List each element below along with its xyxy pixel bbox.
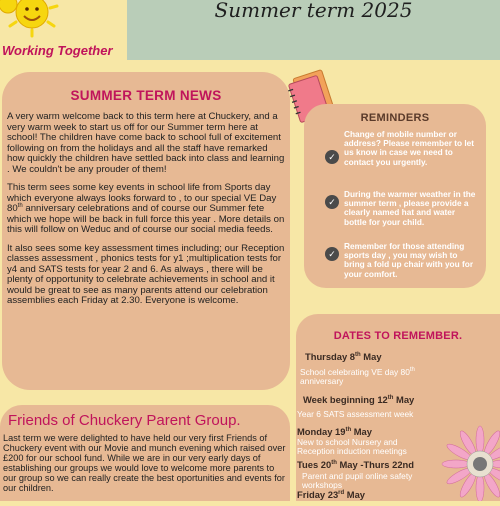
logo-tagline: Working Together [2, 43, 113, 58]
news-p2-text-a: This term sees some key events in school life from Sports day which everyone always looks forward to , to our special VE Day 80 [7, 182, 277, 214]
date-heading-2-tail: May [393, 394, 415, 405]
flower-icon [432, 416, 500, 501]
friends-body: Last term we were delighted to have held our very first Friends of Chuckery event with our Movie and munch evening which raised over £200 for our school fund. While we are in our very early days of establishing our groups we would love to welcome more parents to our group so we can really create the best oportunities and events for our children. [3, 433, 286, 493]
date-desc-1-text: School celebrating VE day 80 [300, 367, 410, 377]
date-desc-1-tail: anniversary [300, 376, 344, 386]
reminders-panel [304, 104, 486, 288]
date-heading-4-text: Tues 20 [297, 459, 332, 470]
check-icon: ✓ [325, 150, 339, 164]
date-heading-2-sup: th [387, 394, 394, 401]
date-heading-3 [297, 426, 372, 437]
reminder-item-3: Remember for those attending sports day , you may wish to bring a fold up chair with you for your comfort. [344, 241, 474, 279]
news-panel [2, 72, 290, 390]
date-desc-1-sup: th [409, 367, 415, 374]
date-heading-3-tail: May [351, 426, 372, 437]
news-paragraph-1: A very warm welcome back to this term here at Chuckery, and a very warm week to start us off for our Summer term here at school! The children have come back to school full of excitement following on from the holidays and all the staff have remarked how quickly the children have settled back into class and learning . We couldn't be any prouder of them! [7, 111, 285, 175]
dates-title: DATES TO REMEMBER. [333, 330, 463, 342]
friends-panel [0, 405, 290, 501]
date-heading-3-sup: th [345, 426, 352, 433]
check-icon: ✓ [325, 195, 339, 209]
date-heading-2-text: Week beginning 12 [303, 394, 388, 405]
date-heading-2 [303, 394, 414, 405]
reminder-item-2: During the warmer weather in the summer term , please provide a clearly named hat and water bottle for your child. [344, 189, 476, 227]
news-p2-text-b: anniversary celebrations and of course our Summer fete which we hope will be back in full force this year . More details on this will follow on Weduc and of course our social media feeds. [7, 203, 285, 235]
date-heading-1-text: Thursday 8 [305, 351, 356, 362]
friends-title: Friends of Chuckery Parent Group. [8, 412, 241, 429]
reminders-title: REMINDERS [360, 112, 430, 124]
date-desc-2: Year 6 SATS assessment week [297, 409, 414, 419]
date-desc-1 [300, 368, 460, 386]
date-heading-1-sup: th [355, 351, 361, 358]
news-title: SUMMER TERM NEWS [70, 88, 222, 103]
date-heading-3-text: Monday 19 [297, 426, 346, 437]
date-heading-1-tail: May [360, 351, 382, 362]
date-heading-5 [297, 489, 365, 500]
date-heading-5-tail: May [344, 489, 366, 500]
school-logo [0, 0, 126, 60]
page-title: Summer term 2025 [214, 0, 413, 22]
date-desc-3: New to school Nursery and Reception induction meetings [297, 437, 407, 456]
news-paragraph-3: It also sees some key assessment times including; our Reception classes assessment , phonics tests for y1 ;multiplication tests for y4 and SATS tests for year 2 and 6. As always , there will be plenty of opportunity to celebrate achievements in school and it would be great to see as many parents attend our celebration assemblies each Friday at 2.30. Everyone is welcome. [7, 242, 285, 306]
news-paragraph-2 [7, 183, 285, 236]
date-heading-1 [305, 351, 382, 362]
date-heading-4-tail: May -Thurs 22nd [336, 459, 414, 470]
news-body [7, 112, 285, 315]
date-heading-4-sup: th [331, 459, 337, 466]
date-desc-4: Parent and pupil online safety workshops [302, 471, 413, 490]
check-icon: ✓ [325, 247, 339, 261]
date-heading-5-text: Friday 23 [297, 489, 339, 500]
news-p2-sup: th [17, 202, 23, 209]
date-heading-4 [297, 459, 414, 470]
date-heading-5-sup: rd [338, 489, 345, 496]
title-box [127, 0, 500, 60]
reminder-item-1: Change of mobile number or address? Please remember to let us know in case we need to contact you urgently. [344, 129, 475, 167]
